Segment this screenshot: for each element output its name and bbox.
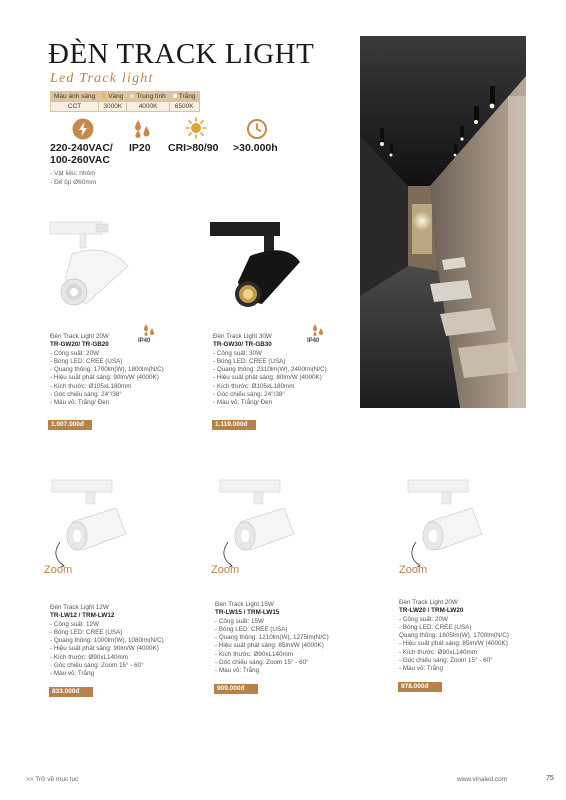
cct-warm-value: 3000K: [99, 102, 127, 112]
product-spec: - Quang thông: 1700lm(W), 1800lm(N/C): [50, 366, 164, 374]
product-code: TR-LW15 / TRM-LW15: [215, 609, 280, 617]
product-card-gw20: [50, 333, 164, 408]
zoom-track-light-12w-image: [46, 478, 136, 570]
neutral-dot-icon: [130, 94, 134, 98]
product-code: TR-LW12 / TRM-LW12: [50, 612, 115, 620]
spec-voltage-line1: 220-240VAC/: [50, 142, 113, 154]
product-spec: - Hiệu suất phát sáng: 85lm/W (4000K): [215, 642, 324, 650]
product-spec: - Bóng LED: CREE (USA): [399, 623, 472, 631]
product-spec: - Công suất: 15W: [215, 617, 264, 625]
water-drops-icon: [131, 118, 153, 140]
spec-voltage-line2: 100-260VAC: [50, 154, 110, 166]
note-material: - Vật liệu: nhôm: [50, 170, 96, 177]
price-badge: [214, 684, 258, 694]
price-value: 833.000đ: [52, 688, 80, 695]
product-spec: - Kích thước: Ø105xL180mm: [213, 382, 295, 390]
product-spec: - Hiệu suất phát sáng: 80lm/W (4000K): [213, 374, 322, 382]
page-subtitle: Led Track light: [50, 71, 154, 86]
warm-dot-icon: [102, 94, 106, 98]
page-number: 75: [546, 775, 554, 782]
spec-lifetime: >30.000h: [233, 142, 278, 154]
cct-cool-value: 6500K: [169, 102, 199, 112]
product-spec: - Công suất: 20W: [50, 349, 99, 357]
note-base: - Đế ốp Ø60mm: [50, 179, 97, 186]
track-light-black-image: [208, 212, 304, 312]
page-title: ĐÈN TRACK LIGHT: [48, 38, 315, 70]
product-spec: - Màu vỏ: Trắng/ Đen: [50, 399, 110, 407]
product-name: Đèn Track Light 12W: [50, 604, 109, 611]
price-value: 1.007.000đ: [51, 421, 84, 428]
zoom-label: Zoom: [44, 564, 73, 576]
website-link[interactable]: www.vinaled.com: [457, 776, 508, 783]
product-spec: - Kích thước: Ø105xL180mm: [50, 382, 132, 390]
product-spec: - Kích thước: Ø90xL140mm: [215, 650, 293, 658]
showroom-photo: [360, 36, 526, 408]
product-spec: - Quang thông: 1210lm(W), 1275lm(N/C): [215, 634, 329, 642]
price-badge: [212, 420, 256, 430]
product-spec: - Góc chiếu sáng: Zoom 15° - 60°: [215, 659, 309, 667]
product-spec: - Kích thước: Ø90xL140mm: [50, 653, 128, 661]
product-name: Đèn Track Light 20W: [50, 333, 109, 340]
cct-cool-label: Trắng: [178, 93, 196, 100]
product-name: Đèn Track Light 30W: [213, 333, 272, 340]
price-badge: [49, 687, 93, 697]
product-card-lw15: [215, 601, 329, 676]
product-spec: Quang thông: 1605lm(W), 1700lm(N/C): [399, 632, 509, 640]
product-spec: - Kích thước: Ø90xL140mm: [399, 648, 477, 656]
product-code: TR-GW20/ TR-GB20: [50, 341, 109, 349]
product-spec: - Màu vỏ: Trắng: [215, 667, 260, 675]
price-value: 1.119.000đ: [215, 421, 248, 428]
zoom-track-light-20w-image: [402, 478, 492, 570]
product-card-lw12: [50, 604, 164, 679]
product-card-gw30: [213, 333, 327, 408]
product-spec: - Góc chiếu sáng: 24°/38°: [213, 391, 285, 399]
cool-dot-icon: [173, 94, 177, 98]
back-to-toc-link[interactable]: >> Trở về mục lục: [26, 776, 79, 783]
product-spec: - Quang thông: 2310lm(W), 2400lm(N/C): [213, 366, 327, 374]
cct-neutral-value: 4000K: [127, 102, 169, 112]
product-spec: - Góc chiếu sáng: Zoom 15° - 60°: [50, 662, 144, 670]
product-code: TR-LW20 / TRM-LW20: [399, 607, 464, 615]
product-spec: - Công suất: 20W: [399, 615, 448, 623]
track-light-white-image: [46, 212, 136, 312]
product-name: Đèn Track Light 20W: [399, 599, 458, 606]
product-spec: - Bóng LED: CREE (USA): [215, 625, 288, 633]
zoom-label: Zoom: [399, 564, 428, 576]
product-spec: - Màu vỏ: Trắng/ Đen: [213, 399, 273, 407]
product-spec: - Bóng LED: CREE (USA): [213, 357, 286, 365]
clock-icon: [246, 118, 268, 140]
product-spec: - Hiệu suất phát sáng: 90lm/W (4000K): [50, 645, 159, 653]
zoom-label: Zoom: [211, 564, 240, 576]
cct-neutral-label: Trung tính: [136, 93, 166, 100]
sun-icon: [185, 117, 207, 139]
spec-ip: IP20: [129, 142, 151, 154]
price-value: 909.000đ: [217, 685, 245, 692]
spec-cri: CRI>80/90: [168, 142, 219, 154]
price-badge: [48, 420, 92, 430]
lightning-icon: [72, 118, 94, 140]
cct-row-label: CCT: [51, 102, 99, 112]
product-spec: - Bóng LED: CREE (USA): [50, 628, 123, 636]
cct-table: [50, 91, 200, 112]
product-code: TR-GW30/ TR-GB30: [213, 341, 272, 349]
zoom-track-light-15w-image: [214, 478, 304, 570]
product-spec: - Góc chiếu sáng: Zoom 15° - 60°: [399, 657, 493, 665]
product-spec: - Hiệu suất phát sáng: 90lm/W (4000K): [50, 374, 159, 382]
product-name: Đèn Track Light 15W: [215, 601, 274, 608]
product-spec: - Quang thông: 1000lm(W), 1080lm(N/C): [50, 637, 164, 645]
product-spec: - Công suất: 12W: [50, 620, 99, 628]
cct-header-label: Màu ánh sáng: [51, 92, 99, 102]
product-spec: - Hiệu suất phát sáng: 85lm/W (4000K): [399, 640, 508, 648]
product-spec: - Màu vỏ: Trắng: [50, 670, 95, 678]
cct-warm-label: Vàng: [108, 93, 124, 100]
price-value: 978.000đ: [401, 683, 429, 690]
product-spec: - Bóng LED: CREE (USA): [50, 357, 123, 365]
ip-rating-2: IP40: [307, 338, 320, 344]
ip-rating-1: IP40: [138, 338, 151, 344]
product-spec: - Góc chiếu sáng: 24°/38°: [50, 391, 122, 399]
product-spec: - Màu vỏ: Trắng: [399, 665, 444, 673]
spec-voltage: [50, 142, 130, 166]
product-spec: - Công suất: 30W: [213, 349, 262, 357]
product-card-lw20: [399, 599, 509, 674]
price-badge: [398, 682, 442, 692]
